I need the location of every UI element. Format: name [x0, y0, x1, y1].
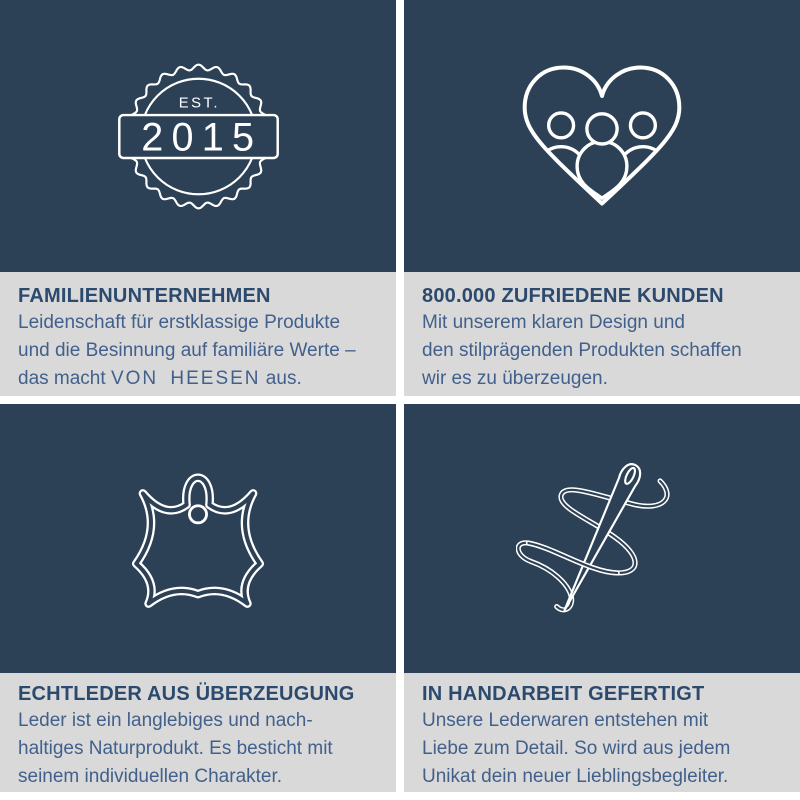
panel-heading: FAMILIENUNTERNEHMEN	[18, 285, 271, 307]
panel-body-line: Unsere Lederwaren entstehen mit	[422, 710, 709, 731]
panel-heading: 800.000 ZUFRIEDENE KUNDEN	[422, 285, 724, 307]
panel-leather	[0, 404, 396, 792]
heart-family-icon	[513, 56, 691, 216]
panel-body-line: Leder ist ein langlebiges und nach-	[18, 710, 313, 731]
panel-body-line: Leidenschaft für erstklassige Produkte	[18, 312, 341, 333]
panel-heading: IN HANDARBEIT GEFERTIGT	[422, 683, 705, 705]
text-area-handmade	[404, 673, 800, 792]
panel-body-line: Mit unserem klaren Design und	[422, 312, 685, 333]
panel-heading: ECHTLEDER AUS ÜBERZEUGUNG	[18, 683, 355, 705]
text-area-leather	[0, 673, 396, 792]
panel-handmade	[404, 404, 800, 792]
icon-area-customers	[404, 0, 800, 272]
panel-body-line: seinem individuellen Charakter.	[18, 766, 283, 787]
person-right-head	[630, 113, 655, 138]
badge-est-text: EST.	[178, 95, 220, 112]
panel-body-line: Unikat dein neuer Lieblingsbegleiter.	[422, 766, 729, 787]
needle-thread-icon	[516, 444, 688, 634]
text-area-customers	[404, 272, 800, 396]
hide-outline-outer	[136, 477, 260, 603]
panel-family	[0, 0, 396, 396]
panel-body-line: haltiges Naturprodukt. Es besticht mit	[18, 738, 333, 759]
panel-body-line: den stilprägenden Produkten schaffen	[422, 340, 742, 361]
panel-body-line	[18, 365, 388, 393]
panel-body-line: und die Besinnung auf familiäre Werte –	[18, 340, 356, 361]
icon-area-handmade	[404, 404, 800, 673]
panel-body-line: wir es zu überzeugen.	[422, 368, 608, 389]
hide-hole	[189, 505, 206, 522]
brand-name: VON HEESEN	[110, 368, 261, 389]
panel-body-line: Liebe zum Detail. So wird aus jedem	[422, 738, 731, 759]
text-area-family	[0, 272, 396, 396]
person-left-head	[549, 113, 574, 138]
body-text: aus.	[260, 368, 302, 389]
body-text: das macht	[18, 368, 111, 389]
person-center-head	[587, 114, 617, 144]
panel-customers	[404, 0, 800, 396]
leather-hide-icon	[103, 444, 293, 634]
icon-area-family	[0, 0, 396, 272]
est-2015-badge-icon	[116, 62, 281, 211]
icon-area-leather	[0, 404, 396, 673]
badge-year-text: 2015	[140, 115, 262, 160]
